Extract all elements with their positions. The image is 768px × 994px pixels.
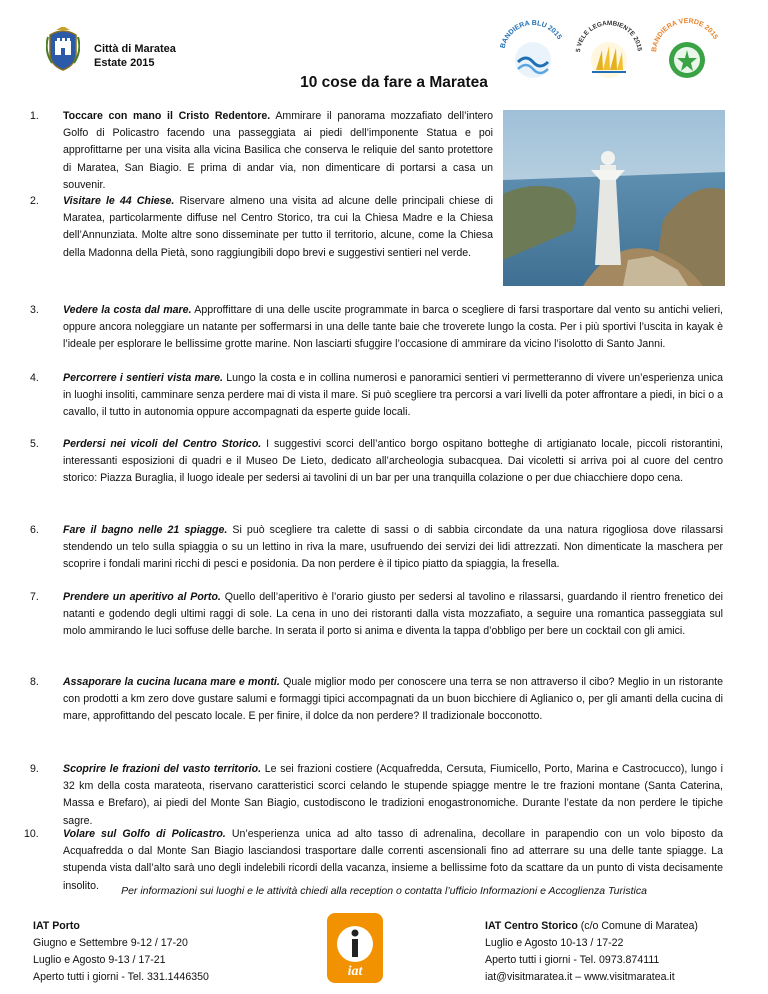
list-item-text xyxy=(63,761,723,830)
badge-vele-text: 5 VELE LEGAMBIENTE 2015 xyxy=(575,19,643,53)
iat-centro-info xyxy=(485,918,698,986)
list-item-heading: Toccare con mano il Cristo Redentore. xyxy=(63,110,271,122)
badge-blu-text: BANDIERA BLU 2015 xyxy=(499,19,563,50)
list-item-number: 5. xyxy=(30,438,39,450)
list-item-text xyxy=(63,436,723,488)
list-item-number: 6. xyxy=(30,524,39,536)
list-item-heading: Volare sul Golfo di Policastro. xyxy=(63,828,226,840)
cristo-redentore-photo xyxy=(503,110,725,286)
list-item-text xyxy=(63,522,723,574)
iat-porto-info xyxy=(33,918,209,986)
town-line2: Estate 2015 xyxy=(94,57,155,69)
list-item-heading: Percorrere i sentieri vista mare. xyxy=(63,372,223,384)
page-title: 10 cose da fare a Maratea xyxy=(300,74,488,91)
list-item-number: 2. xyxy=(30,195,39,207)
list-item-text xyxy=(63,108,493,194)
iat-centro-line: Luglio e Agosto 10-13 / 17-22 xyxy=(485,937,624,949)
list-item-heading: Fare il bagno nelle 21 spiagge. xyxy=(63,524,228,536)
iat-porto-line: Giugno e Settembre 9-12 / 17-20 xyxy=(33,937,188,949)
badge-verde-text: BANDIERA VERDE 2015 xyxy=(651,17,719,53)
page-header xyxy=(0,0,768,110)
town-name xyxy=(94,42,176,70)
iat-centro-line: Aperto tutti i giorni - Tel. 0973.874111 xyxy=(485,954,660,966)
list-item-number: 1. xyxy=(30,110,39,122)
list-item-text xyxy=(63,193,493,262)
list-item-heading: Assaporare la cucina lucana mare e monti. xyxy=(63,676,280,688)
list-item-text xyxy=(63,674,723,726)
list-item-number: 4. xyxy=(30,372,39,384)
list-item-body: Un’esperienza unica ad alto tasso di adrenalina, decollare in parapendio con un volo biposto da Acquafredda o dal Monte San Biagio lasciandosi trasportare dalle correnti ascensionali fino ad atterrare su una delle tante spiagge. La stupenda vista dall’alto sarà uno degli indelebili ricordi della vacanza, insieme a bellissime foto da scattare da un punto di vista decisamente insolito. xyxy=(63,828,723,892)
iat-logo-icon xyxy=(326,912,384,984)
iat-porto-line: Aperto tutti i giorni - Tel. 331.1446350 xyxy=(33,971,209,983)
list-item-heading: Prendere un aperitivo al Porto. xyxy=(63,591,221,603)
list-item-body: Riservare almeno una visita ad alcune delle principali chiese di Maratea, particolarmente diffuse nel Centro Storico, tra cui la Chiesa Madre e la Chiesa dell’Annunziata. Molte altre sono disseminate per tutto il territorio, alcune, come la Chiesa della Madonna della Pietà, sono raggiungibili dopo brevi e suggestivi sentieri nel verde. xyxy=(63,195,493,259)
list-item-body: Ammirare il panorama mozzafiato dell’intero Golfo di Policastro facendo una passeggiata ai piedi dell’imponente Statua e poi approfittarne per una visita alla vicina Basilica che conserva le reliquie del santo protettore di Maratea, San Biagio. E prima di andar via, non dimenticare di portarsi a casa un souvenir. xyxy=(63,110,493,191)
list-item-body: I suggestivi scorci dell’antico borgo ospitano botteghe di artigianato locale, piccoli ristorantini, interessanti esposizioni di quadri e il Museo De Lieto, dedicato all’archeologia subacquea. Dai vicoletti si arriva poi al cuore del centro storico: Piazza Buraglia, il luogo ideale per sedersi ai tavolini di un bar per una tranquilla colazione o per due chiacchiere dopo cena. xyxy=(63,438,723,485)
list-item-text xyxy=(63,589,723,641)
list-item-heading: Visitare le 44 Chiese. xyxy=(63,195,175,207)
iat-porto-line: Luglio e Agosto 9-13 / 17-21 xyxy=(33,954,166,966)
list-item-body: Le sei frazioni costiere (Acquafredda, Cersuta, Fiumicello, Porto, Marina e Castrocucco), lungo i 32 km della costa marateota, riservano caratteristici scorci celando le stupende spiagge mentre le tre frazioni montane (Santa Caterina, Massa e Brefaro), ai piedi del Monte San Biagio, custodiscono le tradizioni enogastronomiche. Durante l’estate da non perdere le tipiche sagre. xyxy=(63,763,723,827)
list-item-body: Lungo la costa e in collina numerosi e panoramici sentieri vi permetteranno di vivere un’esperienza unica in luoghi insoliti, camminare senza perdere mai di vista il mare. Si può scegliere tra percorsi a vari livelli da poter affrontare a piedi, in bici o a cavallo, il tutto in autonomia oppure accompagnati da esperte guide locali. xyxy=(63,372,723,419)
list-item-number: 10. xyxy=(24,828,39,840)
list-item-number: 3. xyxy=(30,304,39,316)
list-item-body: Quello dell’aperitivo è l’orario giusto per sedersi al tavolino e rilassarsi, guardando il rientro frenetico dei natanti e godendo degli ultimi raggi di sole. La cena in uno dei ristoranti dalla vista mozzafiato, a seguire una romantica passeggiata sul molo ammirando le luci soffuse delle barche. In serata il porto si anima e diventa la tappa d’obbligo per bere un cocktail con gli amici. xyxy=(63,591,723,638)
iat-porto-title: IAT Porto xyxy=(33,920,80,932)
list-item-body: Quale miglior modo per conoscere una terra se non attraverso il cibo? Meglio in un ristorante con prodotti a km zero dove gustare salumi e formaggi tipici accompagnati da un buon bicchiere di Aglianico o, per gli amanti della cucina di mare, approfittando del pescato locale. E per finire, il dolce da non perdere? Il tradizionale bocconotto. xyxy=(63,676,723,723)
list-item-number: 9. xyxy=(30,763,39,775)
list-item-heading: Scoprire le frazioni del vasto territorio. xyxy=(63,763,262,775)
list-item-body: Si può scegliere tra calette di sassi o di sabbia circondate da una natura rigogliosa dove rilassarsi stendendo un telo sulla spiaggia o su un lettino in riva la mare, usufruendo dei servizi dei lidi attrezzati. Non dimenticate la maschera per scoprire i fondali marini ricchi di pesci e posidonia. Da non perdere è il tipico piatto da spiaggia, la fresella. xyxy=(63,524,723,571)
info-footnote: Per informazioni sui luoghi e le attività chiedi alla reception o contatta l’ufficio Informazioni e Accoglienza Turistica xyxy=(121,885,647,897)
list-item-heading: Perdersi nei vicoli del Centro Storico. xyxy=(63,438,262,450)
town-line1: Città di Maratea xyxy=(94,43,176,55)
list-item-text xyxy=(63,370,723,422)
iat-centro-note: (c/o Comune di Maratea) xyxy=(577,920,698,932)
iat-logo-text: iat xyxy=(347,964,363,979)
list-item-number: 7. xyxy=(30,591,39,603)
list-item-body: Approffittare di una delle uscite programmate in barca o scegliere di farsi trasportare dal vento su antichi velieri, oppure ancora noleggiare un natante per soffermarsi in una delle tante baie che troverete lungo la costa. Per i più sportivi l’uscita in kayak è l’ideale per esplorare le bellissime grotte marine. Non lasciarti sfuggire l’occasione di ammirare da vicino l’isolotto di Santo Janni. xyxy=(63,304,723,351)
list-item-text xyxy=(63,302,723,354)
list-item-heading: Vedere la costa dal mare. xyxy=(63,304,192,316)
town-crest-icon xyxy=(46,27,80,71)
iat-centro-email-web[interactable]: iat@visitmaratea.it – www.visitmaratea.it xyxy=(485,971,675,983)
list-item-number: 8. xyxy=(30,676,39,688)
iat-centro-title: IAT Centro Storico xyxy=(485,920,578,932)
